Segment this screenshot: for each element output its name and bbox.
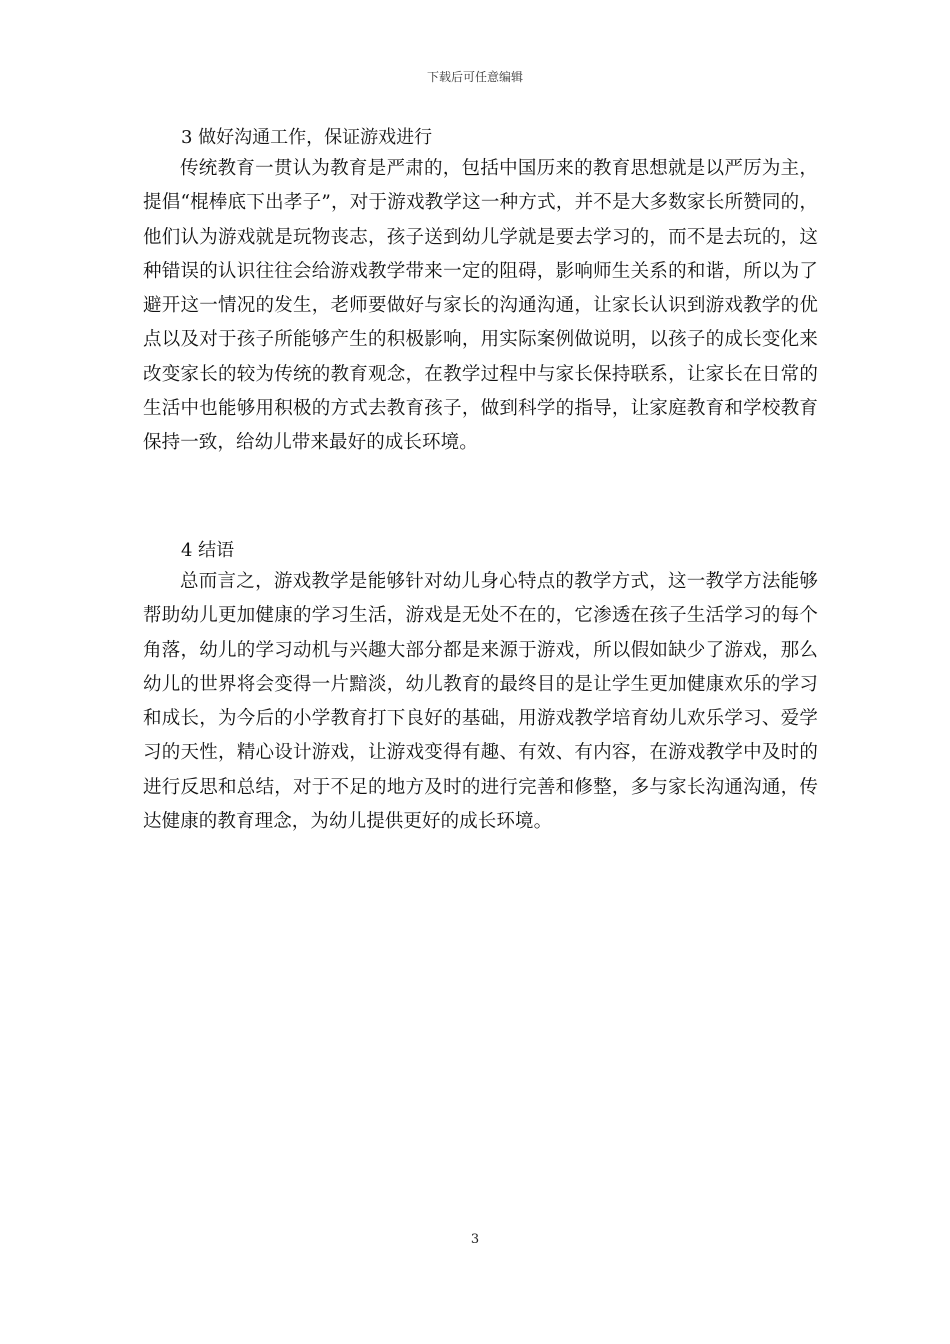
section-4-paragraph: 总而言之，游戏教学是能够针对幼儿身心特点的教学方式，这一教学方法能够帮助幼儿更加健康的学习生活，游戏是无处不在的，它渗透在孩子生活学习的每个角落，幼儿的学习动机与兴趣大部分都是来源于游戏，所以假如缺少了游戏，那么幼儿的世界将会变得一片黯淡，幼儿教育的最终目的是让学生更加健康欢乐的学习和成长，为今后的小学教育打下良好的基础，用游戏教学培育幼儿欢乐学习、爱学习的天性，精心设计游戏，让游戏变得有趣、有效、有内容，在游戏教学中及时的进行反思和总结，对于不足的地方及时的进行完善和修整，多与家长沟通沟通，传达健康的教育理念，为幼儿提供更好的成长环境。 — [143, 571, 818, 833]
page-number: 3 — [470, 1232, 480, 1247]
section-4 — [143, 537, 818, 839]
page-header: 下载后可任意编辑 — [426, 70, 523, 84]
section-3-paragraph: 传统教育一贯认为教育是严肃的，包括中国历来的教育思想就是以严厉为主，提倡“棍棒底下出孝子”，对于游戏教学这一种方式，并不是大多数家长所赞同的，他们认为游戏就是玩物丧志，孩子送到幼儿学就是要去学习的，而不是去玩的，这种错误的认识往往会给游戏教学带来一定的阻碍，影响师生关系的和谐，所以为了避开这一情况的发生，老师要做好与家长的沟通沟通，让家长认识到游戏教学的优点以及对于孩子所能够产生的积极影响，用实际案例做说明，以孩子的成长变化来改变家长的较为传统的教育观念，在教学过程中与家长保持联系，让家长在日常的生活中也能够用积极的方式去教育孩子，做到科学的指导，让家庭教育和学校教育保持一致，给幼儿带来最好的成长环境。 — [143, 158, 818, 454]
section-3 — [143, 124, 818, 461]
section-3-heading: 3 做好沟通工作，保证游戏进行 — [181, 127, 433, 148]
section-4-heading: 4 结语 — [181, 540, 235, 561]
